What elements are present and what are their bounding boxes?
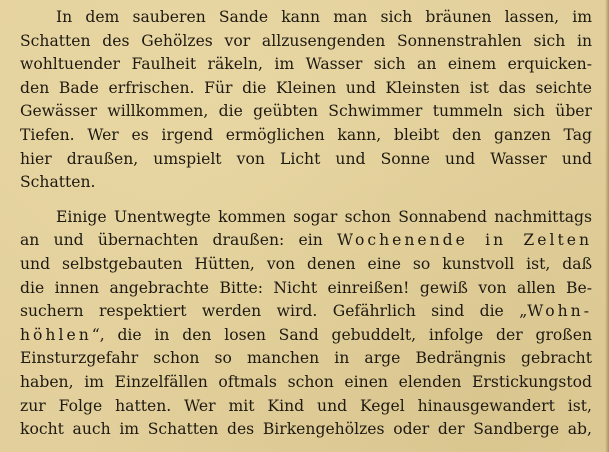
text-line xyxy=(20,324,592,348)
text-line: Gewässer willkommen, die geübten Schwimmer tummeln sich über xyxy=(20,102,592,121)
text-line: In dem sauberen Sande kann man sich bräunen lassen, im xyxy=(56,8,592,26)
text-line: haben, im Einzelfällen oftmals schon einen elenden Erstickungstod xyxy=(20,372,592,391)
spaced-emphasis: Wohn- xyxy=(527,302,592,321)
text-line: Schatten des Gehölzes vor allzusengenden Sonnenstrahlen sich in xyxy=(20,31,592,50)
text-line: Tiefen. Wer es irgend ermöglichen kann, bleibt den ganzen Tag xyxy=(20,125,592,144)
text-line: hier draußen, umspielt von Licht und Sonne und Wasser und xyxy=(20,149,592,168)
spaced-emphasis: höhlen xyxy=(20,325,92,344)
text-line: Einsturzgefahr schon so manchen in arge Bedrängnis gebracht xyxy=(20,349,592,368)
text-line xyxy=(20,229,592,253)
text-line: Schatten. xyxy=(20,173,96,192)
text-run: an und übernachten draußen: ein xyxy=(20,231,337,250)
text-line: und selbstgebauten Hütten, von denen eine so kunstvoll ist, daß xyxy=(20,254,592,273)
text-line: wohltuender Faulheit räkeln, im Wasser sich an einem erquicken- xyxy=(20,55,592,74)
text-line: Einige Unentwegte kommen sogar schon Sonnabend nachmittags xyxy=(56,207,592,226)
text-run: “, die in den losen Sand gebuddelt, infolge der großen xyxy=(91,325,592,344)
page-edge-shadow xyxy=(605,0,609,452)
text-line: zur Folge hatten. Wer mit Kind und Kegel hinausgewandert ist, xyxy=(20,396,592,415)
text-run: suchern respektiert werden wird. Gefährlich sind die „ xyxy=(20,302,528,321)
text-page xyxy=(20,6,592,442)
paragraph-2 xyxy=(20,206,592,442)
text-line: die innen angebrachte Bitte: Nicht einreißen! gewiß von allen Be- xyxy=(20,278,592,297)
paragraph-gap xyxy=(20,195,592,206)
text-line: den Bade erfrischen. Für die Kleinen und Kleinsten ist das seichte xyxy=(20,78,592,97)
text-line xyxy=(20,300,592,324)
spaced-emphasis: Wochenende in Zelten xyxy=(337,231,592,250)
text-line: kocht auch im Schatten des Birkengehölzes oder der Sandberge ab, xyxy=(20,420,592,439)
paragraph-1 xyxy=(20,6,592,195)
